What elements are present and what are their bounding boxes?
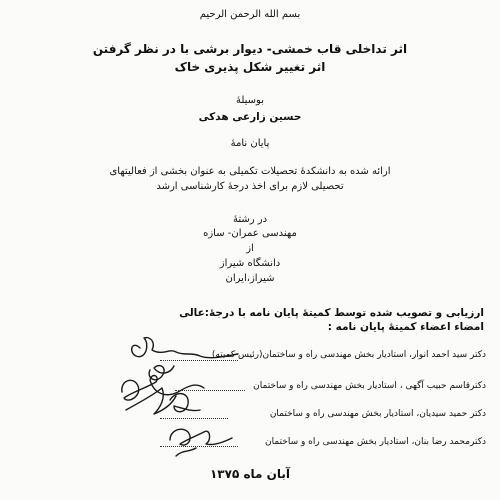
by-label: بوسیلهٔ [235,95,265,106]
signature-line-4 [160,446,238,447]
committee-member-3: دکتر حمید سیدیان، استادیار بخش مهندسی راه و ساختمان [269,409,486,419]
approval-statement: ارزیابی و تصویب شده توسط کمیتهٔ پایان نامه با درجهٔ:عالی [179,307,484,319]
thesis-description-line-1: ارائه شده به دانشکدهٔ تحصیلات تکمیلی به عنوان بخشی از فعالیتهای [109,166,391,177]
from-label: از [246,243,254,254]
field-label: در رشتهٔ [232,214,268,225]
signature-4 [170,429,232,445]
signature-3 [170,394,200,412]
committee-member-1: دکتر سید احمد انوار، استادیار بخش مهندسی راه و ساختمان(رئیس کمیته) [211,350,486,360]
committee-member-2: دکترقاسم حبیب آگهی ، استادیار بخش مهندسی راه و ساختمان [253,381,486,391]
city-name: شیراز،ایران [225,273,275,284]
thesis-title-line-1: اثر تداخلی قاب خمشی- دیوار برشی با در نظر گرفتن [92,42,408,56]
submission-date: آبان ماه ۱۳۷۵ [209,467,291,481]
thesis-title-line-2: اثر تغییر شکل پذیری خاک [174,60,326,74]
thesis-description-line-2: تحصیلی لازم برای اخذ درجهٔ کارشناسی ارشد [156,181,344,192]
thesis-label: پایان نامهٔ [230,138,270,149]
author-name: حسین زارعی هدکی [198,111,302,123]
university-name: دانشگاه شیراز [219,258,281,269]
field-name: مهندسی عمران- سازه [203,228,297,239]
signature-2 [122,376,204,401]
signature-line-2 [175,390,245,391]
basmala: بسم الله الرحمن الرحیم [199,9,301,20]
committee-member-4: دکترمحمد رضا بنان، استادیار بخش مهندسی راه و ساختمان [265,437,486,447]
signature-line-3 [160,418,228,419]
signature-line-1 [160,360,238,361]
committee-signatures-label: امضاء اعضاء کمیتهٔ پایان نامه : [327,321,484,333]
